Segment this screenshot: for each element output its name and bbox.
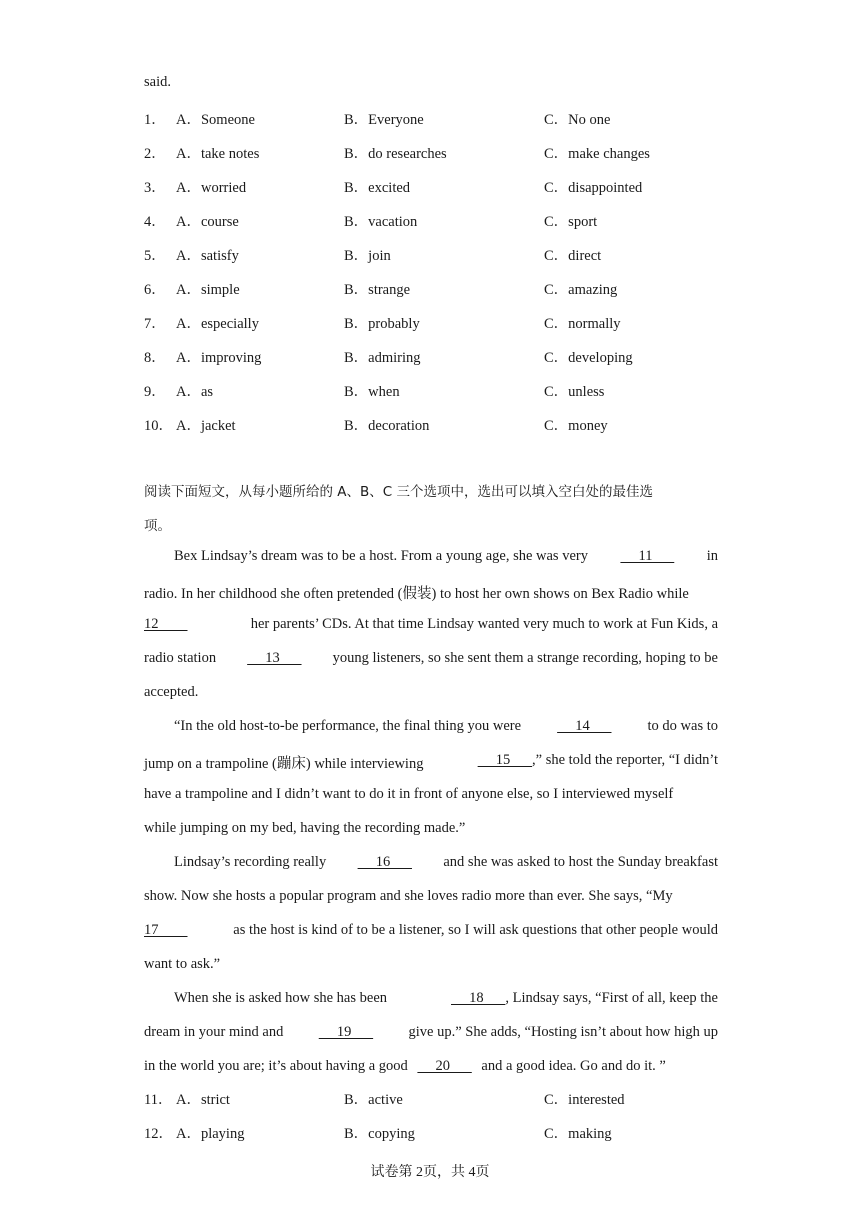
question-number: 7．	[144, 316, 166, 332]
blank-12: 12	[144, 616, 188, 632]
option-c: C．developing	[544, 350, 633, 366]
blank-19: 19	[318, 1024, 374, 1040]
option-a: A．improving	[176, 350, 262, 366]
passage-text: dream in your mind and	[144, 1024, 284, 1040]
passage-line	[144, 718, 718, 735]
option-b: B．decoration	[344, 418, 430, 434]
question-number: 9．	[144, 384, 166, 400]
question-number: 2．	[144, 146, 166, 162]
option-b: B．active	[344, 1092, 403, 1108]
question-number: 4．	[144, 214, 166, 230]
blank-14: 14	[557, 718, 612, 734]
blank-15: 15	[477, 752, 533, 768]
option-a: A．worried	[176, 180, 247, 196]
option-row	[144, 380, 744, 400]
question-number: 5．	[144, 248, 166, 264]
option-b: B．join	[344, 248, 391, 264]
instructions-line2: 项。	[144, 518, 171, 534]
option-c: C．amazing	[544, 282, 618, 298]
blank-17: 17	[144, 922, 188, 938]
passage-line	[144, 1058, 718, 1075]
option-a: A．especially	[176, 316, 259, 332]
top-fragment: said.	[144, 74, 171, 90]
passage-text: , Lindsay says, “First of all, keep the	[505, 990, 718, 1006]
passage-line: want to ask.”	[144, 956, 221, 972]
passage-line	[144, 616, 718, 633]
question-number: 1．	[144, 112, 166, 128]
passage-line: show. Now she hosts a popular program and she loves radio more than ever. She says, “My	[144, 888, 673, 904]
passage-line: accepted.	[144, 684, 199, 700]
passage-line	[144, 854, 718, 871]
option-a: A．playing	[176, 1126, 245, 1142]
option-b: B．Everyone	[344, 112, 424, 128]
option-a: A．jacket	[176, 418, 236, 434]
option-row	[144, 1088, 744, 1108]
passage-text: “In the old host-to-be performance, the final thing you were	[174, 718, 522, 734]
question-number: 6．	[144, 282, 166, 298]
option-row	[144, 414, 744, 434]
blank-18: 18	[451, 990, 506, 1006]
option-c: C．disappointed	[544, 180, 643, 196]
passage-line	[144, 922, 718, 939]
option-row	[144, 346, 744, 366]
option-row	[144, 312, 744, 332]
passage-line	[144, 990, 718, 1007]
option-row	[144, 1122, 744, 1142]
passage-text: ,” she told the reporter, “I didn’t	[532, 752, 718, 768]
passage-text: jump on a trampoline (蹦床) while interviewing	[144, 756, 424, 772]
instructions-line1: 阅读下面短文，从每小题所给的 A、B、C 三个选项中，选出可以填入空白处的最佳选	[144, 484, 654, 500]
blank-13: 13	[247, 650, 302, 666]
question-number: 10．	[144, 418, 173, 434]
option-row	[144, 210, 744, 230]
option-a: A．Someone	[176, 112, 255, 128]
option-b: B．when	[344, 384, 400, 400]
passage-text: When she is asked how she has been	[174, 990, 388, 1006]
option-a: A．simple	[176, 282, 240, 298]
passage-text: and she was asked to host the Sunday breakfast	[443, 854, 718, 870]
passage-text: her parents’ CDs. At that time Lindsay wanted very much to work at Fun Kids, a	[250, 616, 718, 632]
option-row	[144, 278, 744, 298]
passage-text: to do was to	[647, 718, 718, 734]
option-row	[144, 244, 744, 264]
blank-11: 11	[620, 548, 675, 564]
option-a: A．take notes	[176, 146, 260, 162]
passage-line	[144, 752, 718, 773]
question-number: 12．	[144, 1126, 173, 1142]
option-b: B．admiring	[344, 350, 421, 366]
passage-text: Bex Lindsay’s dream was to be a host. From a young age, she was very	[174, 548, 588, 564]
passage-text: in the world you are; it’s about having a good	[144, 1058, 408, 1074]
passage-text: as the host is kind of to be a listener, so I will ask questions that other people would	[233, 922, 718, 938]
passage-text: Lindsay’s recording really	[174, 854, 327, 870]
option-c: C．sport	[544, 214, 598, 230]
passage-text: and a good idea. Go and do it. ”	[481, 1058, 666, 1074]
passage-text	[478, 752, 718, 773]
option-b: B．vacation	[344, 214, 418, 230]
option-a: A．course	[176, 214, 239, 230]
passage-text	[451, 990, 718, 1007]
option-b: B．copying	[344, 1126, 415, 1142]
option-a: A．strict	[176, 1092, 230, 1108]
option-b: B．do researches	[344, 146, 447, 162]
passage-line: have a trampoline and I didn’t want to do it in front of anyone else, so I interviewed myself	[144, 786, 674, 802]
option-c: C．money	[544, 418, 608, 434]
question-number: 3．	[144, 180, 166, 196]
option-row	[144, 176, 744, 196]
option-c: C．normally	[544, 316, 621, 332]
option-c: C．interested	[544, 1092, 625, 1108]
passage-text: give up.” She adds, “Hosting isn’t about how high up	[408, 1024, 718, 1040]
passage-line: radio. In her childhood she often pretended (假装) to host her own shows on Bex Radio while	[144, 586, 689, 602]
option-c: C．direct	[544, 248, 602, 264]
option-c: C．No one	[544, 112, 611, 128]
passage-text: in	[706, 548, 718, 564]
option-a: A．satisfy	[176, 248, 239, 264]
passage-line	[144, 650, 718, 667]
passage-line	[144, 548, 718, 565]
option-c: C．unless	[544, 384, 605, 400]
question-number: 8．	[144, 350, 166, 366]
option-row	[144, 142, 744, 162]
option-c: C．making	[544, 1126, 612, 1142]
passage-text: young listeners, so she sent them a strange recording, hoping to be	[332, 650, 718, 666]
option-c: C．make changes	[544, 146, 650, 162]
passage-line: while jumping on my bed, having the recording made.”	[144, 820, 466, 836]
option-row	[144, 108, 744, 128]
passage-line	[144, 1024, 718, 1041]
blank-16: 16	[357, 854, 412, 870]
question-number: 11．	[144, 1092, 173, 1108]
option-a: A．as	[176, 384, 214, 400]
page-footer: 试卷第 2页，共 4页	[370, 1165, 490, 1180]
blank-20: 20	[417, 1058, 472, 1074]
passage-text: radio station	[144, 650, 217, 666]
option-b: B．probably	[344, 316, 420, 332]
option-b: B．strange	[344, 282, 411, 298]
option-b: B．excited	[344, 180, 411, 196]
